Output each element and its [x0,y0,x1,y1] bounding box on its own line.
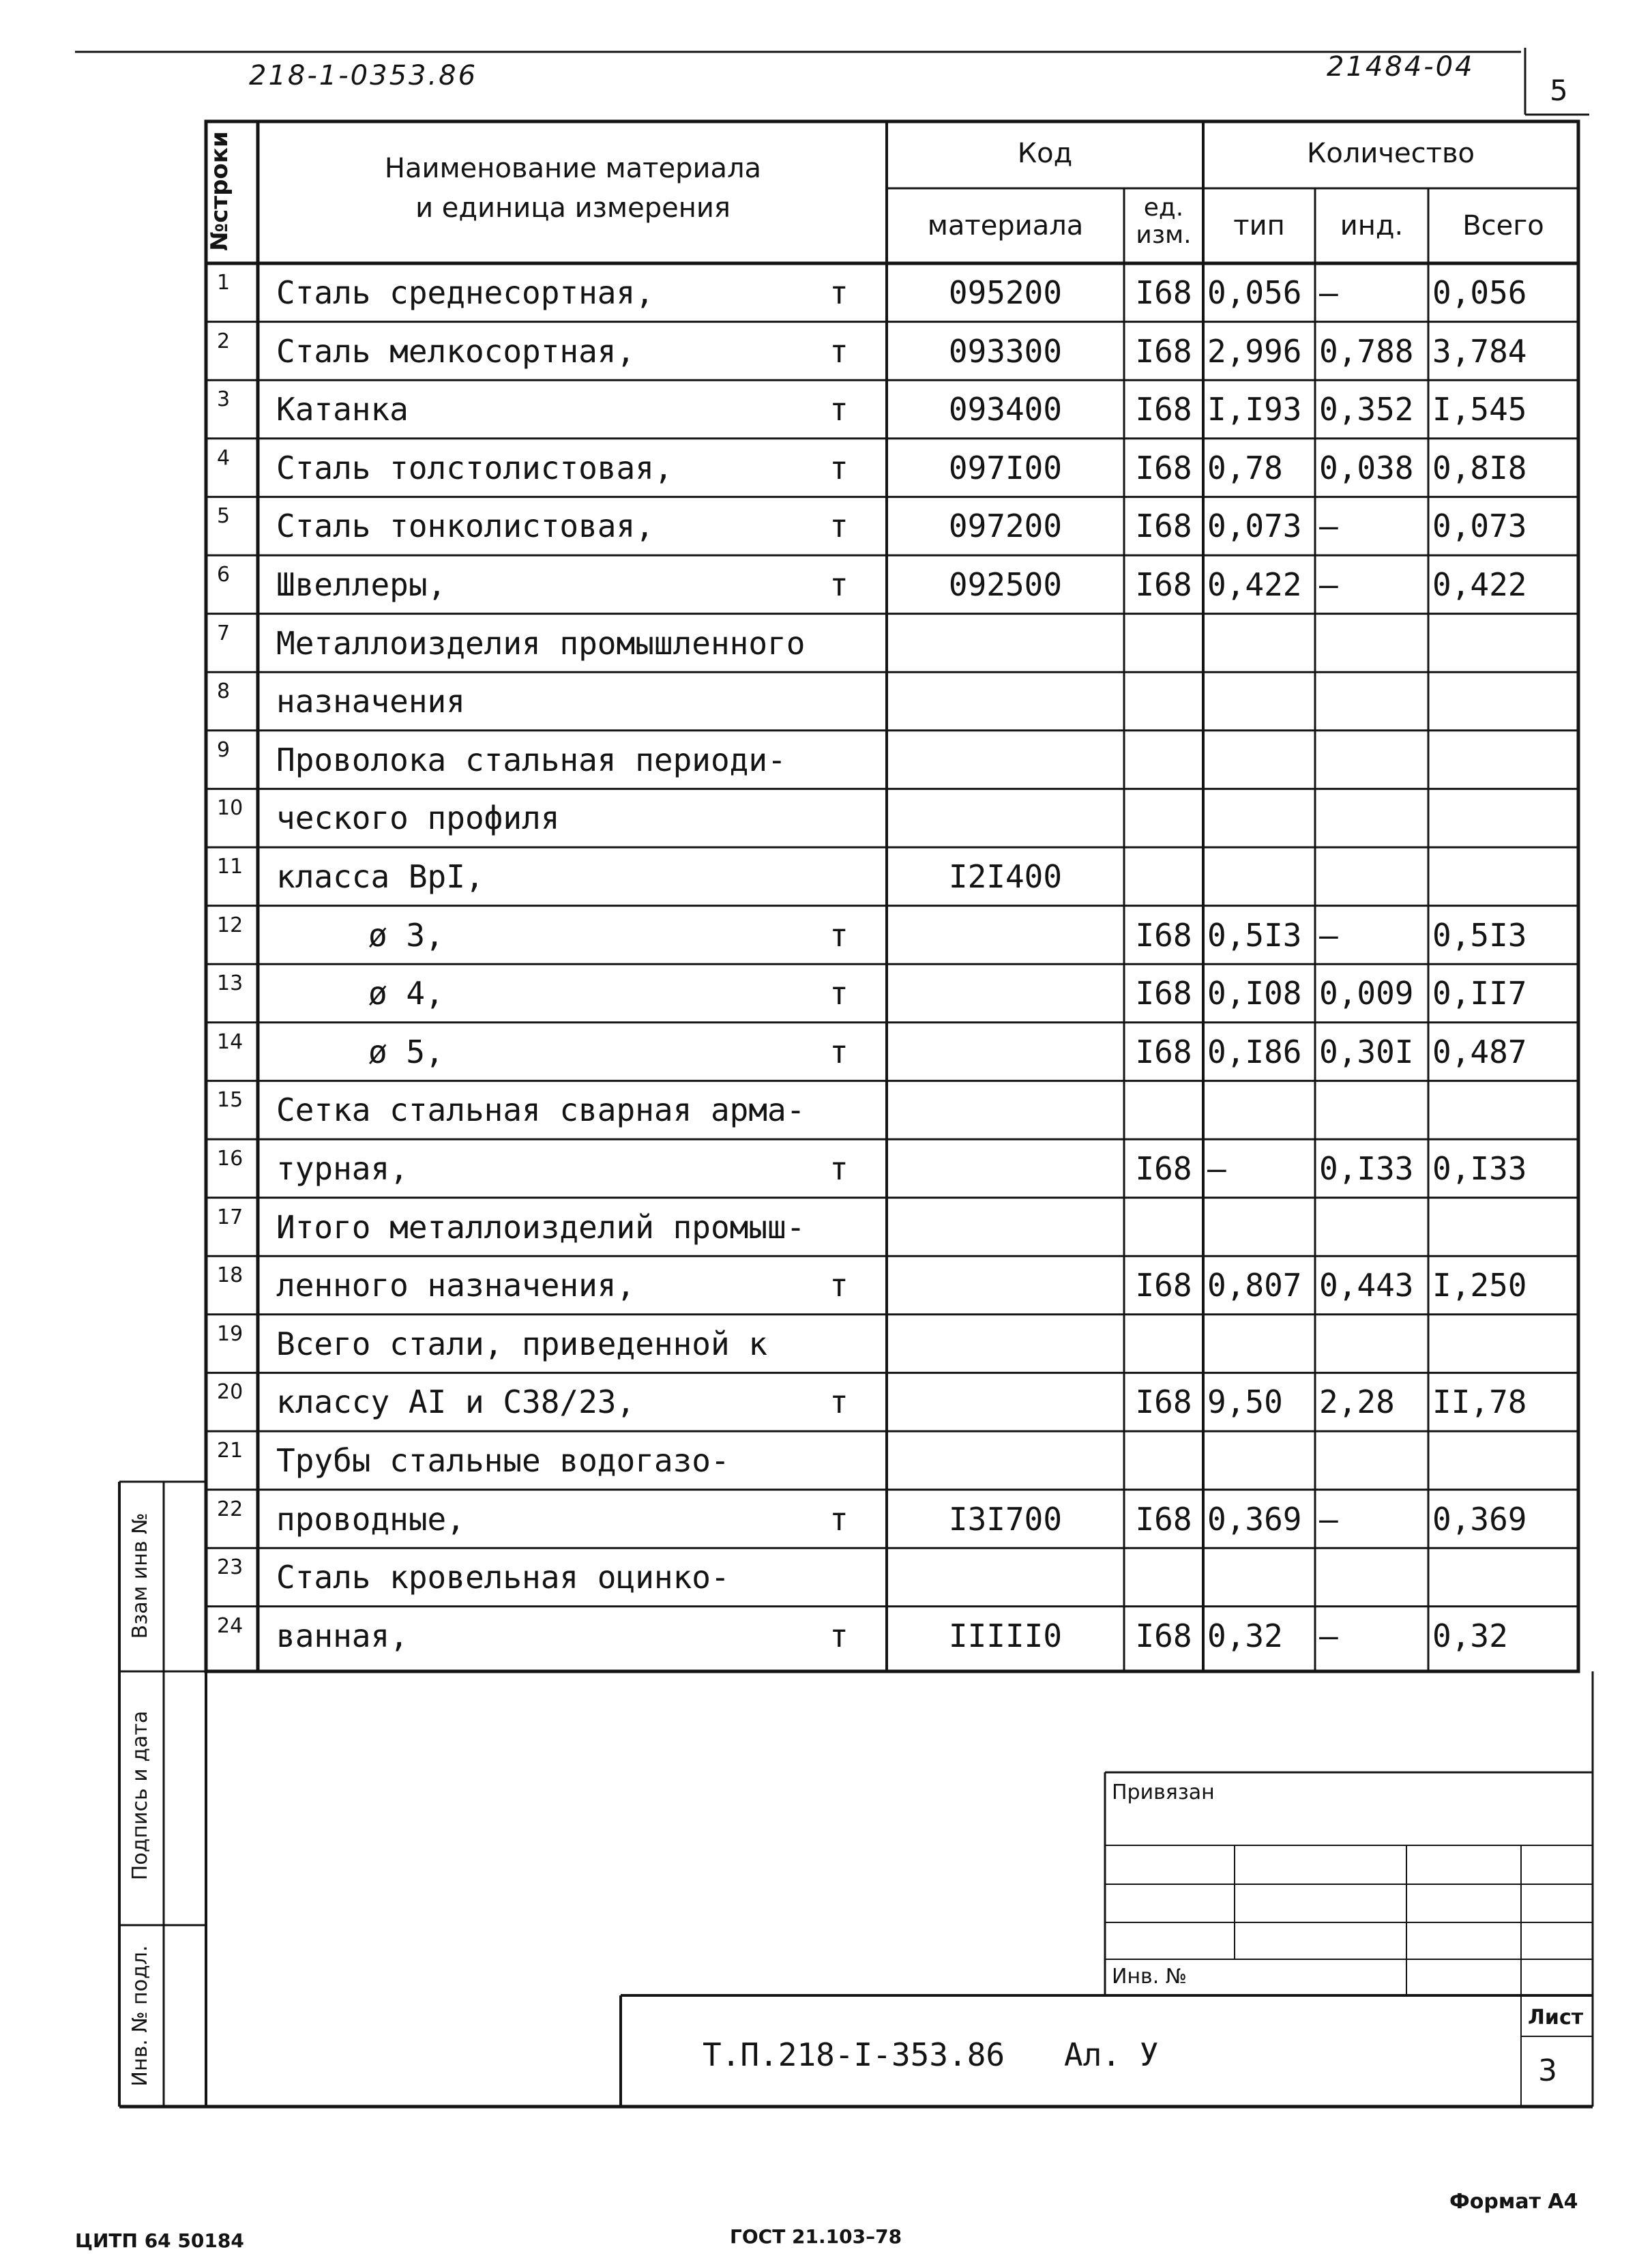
row-20-name: классу АI и С38/23, [276,1383,636,1421]
side-vzam-inv: Взам инв № [128,1512,152,1639]
row-16-name: турная, [276,1150,409,1187]
document-code-right: 21484-04 [1327,51,1475,83]
row-3-total: I,545 [1432,391,1527,428]
row-5-unit: т [829,508,849,545]
row-14-name: ø 5, [368,1033,444,1070]
row-18-unit: т [829,1267,849,1304]
row-11-no: 11 [217,855,244,879]
row-2-no: 2 [217,329,231,353]
row-22-code: I3I700 [948,1500,1063,1538]
row-12-total: 0,5I3 [1432,916,1527,954]
row-8-no: 8 [217,679,231,704]
row-24-ind: – [1319,1617,1338,1654]
row-6-unit: т [829,566,849,603]
row-12-unit: т [829,916,849,954]
row-20-meas: I68 [1135,1383,1192,1421]
row-20-ind: 2,28 [1319,1383,1395,1421]
privyazan-label: Привязан [1112,1781,1215,1804]
row-1-total: 0,056 [1432,274,1527,311]
row-16-total: 0,I33 [1432,1150,1527,1187]
row-6-type: 0,422 [1207,566,1302,603]
row-6-total: 0,422 [1432,566,1527,603]
row-22-ind: – [1319,1500,1338,1538]
row-4-ind: 0,038 [1319,449,1414,486]
row-14-ind: 0,30I [1319,1033,1414,1070]
row-2-type: 2,996 [1207,332,1302,370]
row-15-no: 15 [217,1088,244,1113]
header-qty-ind: инд. [1340,210,1404,241]
row-3-code: 093400 [948,391,1063,428]
row-14-total: 0,487 [1432,1033,1527,1070]
inv-no-label: Инв. № [1112,1965,1188,1989]
row-20-unit: т [829,1383,849,1421]
row-20-total: II,78 [1432,1383,1527,1421]
row-24-total: 0,32 [1432,1617,1508,1654]
header-qty-type: тип [1233,210,1285,241]
org-label: ЦИТП 64 50184 [75,2229,244,2252]
row-13-meas: I68 [1135,975,1192,1012]
row-18-no: 18 [217,1263,244,1288]
row-16-meas: I68 [1135,1150,1192,1187]
row-14-meas: I68 [1135,1033,1192,1070]
gost-label: ГОСТ 21.103–78 [730,2225,902,2248]
row-1-code: 095200 [948,274,1063,311]
page-number: 5 [1550,74,1568,107]
row-17-name: Итого металлоизделий промыш- [276,1208,806,1246]
row-2-unit: т [829,332,849,370]
row-18-name: ленного назначения, [276,1267,636,1304]
row-2-ind: 0,788 [1319,332,1414,370]
header-quantity: Количество [1306,138,1475,169]
row-13-no: 13 [217,971,244,996]
row-5-ind: – [1319,508,1338,545]
row-13-type: 0,I08 [1207,975,1302,1012]
row-3-type: I,I93 [1207,391,1302,428]
row-13-ind: 0,009 [1319,975,1414,1012]
row-9-no: 9 [217,737,231,762]
row-12-ind: – [1319,916,1338,954]
row-22-name: проводные, [276,1500,465,1538]
header-unit-line1: ед. [1143,194,1184,222]
row-20-type: 9,50 [1207,1383,1283,1421]
document-designation: Т.П.218-I-353.86 [703,2036,1005,2073]
row-18-meas: I68 [1135,1267,1192,1304]
row-6-code: 092500 [948,566,1063,603]
row-10-name: ческого профиля [276,800,560,837]
row-18-total: I,250 [1432,1267,1527,1304]
row-16-no: 16 [217,1147,244,1171]
header-name-line1: Наименование материала [384,153,762,184]
document-code-left: 218-1-0353.86 [249,60,478,91]
row-3-name: Катанка [276,391,409,428]
row-9-name: Проволока стальная периоди- [276,741,786,778]
row-8-name: назначения [276,683,465,720]
row-5-code: 097200 [948,508,1063,545]
row-7-no: 7 [217,621,231,645]
row-2-meas: I68 [1135,332,1192,370]
row-21-no: 21 [217,1439,244,1463]
row-1-no: 1 [217,271,231,295]
row-1-meas: I68 [1135,274,1192,311]
row-4-meas: I68 [1135,449,1192,486]
row-5-name: Сталь тонколистовая, [276,508,654,545]
row-24-type: 0,32 [1207,1617,1283,1654]
row-16-type: – [1207,1150,1226,1187]
row-3-unit: т [829,391,849,428]
row-1-type: 0,056 [1207,274,1302,311]
row-12-name: ø 3, [368,916,444,954]
row-22-total: 0,369 [1432,1500,1527,1538]
row-17-no: 17 [217,1205,244,1229]
row-3-ind: 0,352 [1319,391,1414,428]
row-18-ind: 0,443 [1319,1267,1414,1304]
row-13-total: 0,II7 [1432,975,1527,1012]
row-4-unit: т [829,449,849,486]
format-label: Формат А4 [1449,2190,1578,2214]
row-22-unit: т [829,1500,849,1538]
row-16-unit: т [829,1150,849,1187]
row-1-name: Сталь среднесортная, [276,274,654,311]
row-22-type: 0,369 [1207,1500,1302,1538]
row-14-no: 14 [217,1029,244,1054]
row-12-no: 12 [217,913,244,937]
album-number: Ал. У [1064,2036,1159,2073]
row-24-unit: т [829,1617,849,1654]
header-code: Код [1017,138,1073,169]
row-4-no: 4 [217,445,231,470]
row-4-type: 0,78 [1207,449,1283,486]
row-11-name: класса ВрI, [276,858,484,895]
sheet-number: 3 [1538,2053,1557,2088]
side-podpis-data: Подпись и дата [128,1710,152,1881]
row-19-name: Всего стали, приведенной к [276,1325,768,1362]
row-5-total: 0,073 [1432,508,1527,545]
row-12-meas: I68 [1135,916,1192,954]
row-5-no: 5 [217,504,231,529]
row-22-no: 22 [217,1497,244,1521]
row-11-code: I2I400 [948,858,1063,895]
row-21-name: Трубы стальные водогазо- [276,1442,730,1479]
row-2-name: Сталь мелкосортная, [276,332,636,370]
row-24-meas: I68 [1135,1617,1192,1654]
row-6-no: 6 [217,563,231,587]
row-20-no: 20 [217,1380,244,1405]
row-24-name: ванная, [276,1617,409,1654]
row-1-unit: т [829,274,849,311]
sheet-label: Лист [1528,2006,1584,2030]
row-4-name: Сталь толстолистовая, [276,449,673,486]
row-22-meas: I68 [1135,1500,1192,1538]
row-6-name: Швеллеры, [276,566,447,603]
row-2-total: 3,784 [1432,332,1527,370]
row-6-meas: I68 [1135,566,1192,603]
row-12-type: 0,5I3 [1207,916,1302,954]
row-23-no: 23 [217,1555,244,1580]
row-2-code: 093300 [948,332,1063,370]
row-13-unit: т [829,975,849,1012]
row-3-no: 3 [217,387,231,412]
row-10-no: 10 [217,796,244,821]
row-5-meas: I68 [1135,508,1192,545]
header-unit-line2: изм. [1136,221,1192,249]
row-15-name: Сетка стальная сварная арма- [276,1092,806,1129]
row-16-ind: 0,I33 [1319,1150,1414,1187]
header-row-number: №строки [206,131,233,251]
side-inv-podl: Инв. № подл. [128,1945,152,2087]
row-5-type: 0,073 [1207,508,1302,545]
row-23-name: Сталь кровельная оцинко- [276,1559,730,1596]
row-14-unit: т [829,1033,849,1070]
row-14-type: 0,I86 [1207,1033,1302,1070]
row-3-meas: I68 [1135,391,1192,428]
header-qty-total: Всего [1462,210,1544,241]
header-name-line2: и единица измерения [415,192,731,224]
row-13-name: ø 4, [368,975,444,1012]
row-4-total: 0,8I8 [1432,449,1527,486]
row-24-no: 24 [217,1613,244,1638]
row-18-type: 0,807 [1207,1267,1302,1304]
row-19-no: 19 [217,1321,244,1346]
header-code-material: материала [927,210,1084,241]
row-6-ind: – [1319,566,1338,603]
row-4-code: 097I00 [948,449,1063,486]
row-7-name: Металлоизделия промышленного [276,624,806,662]
row-1-ind: – [1319,274,1338,311]
row-24-code: IIIII0 [948,1617,1063,1654]
